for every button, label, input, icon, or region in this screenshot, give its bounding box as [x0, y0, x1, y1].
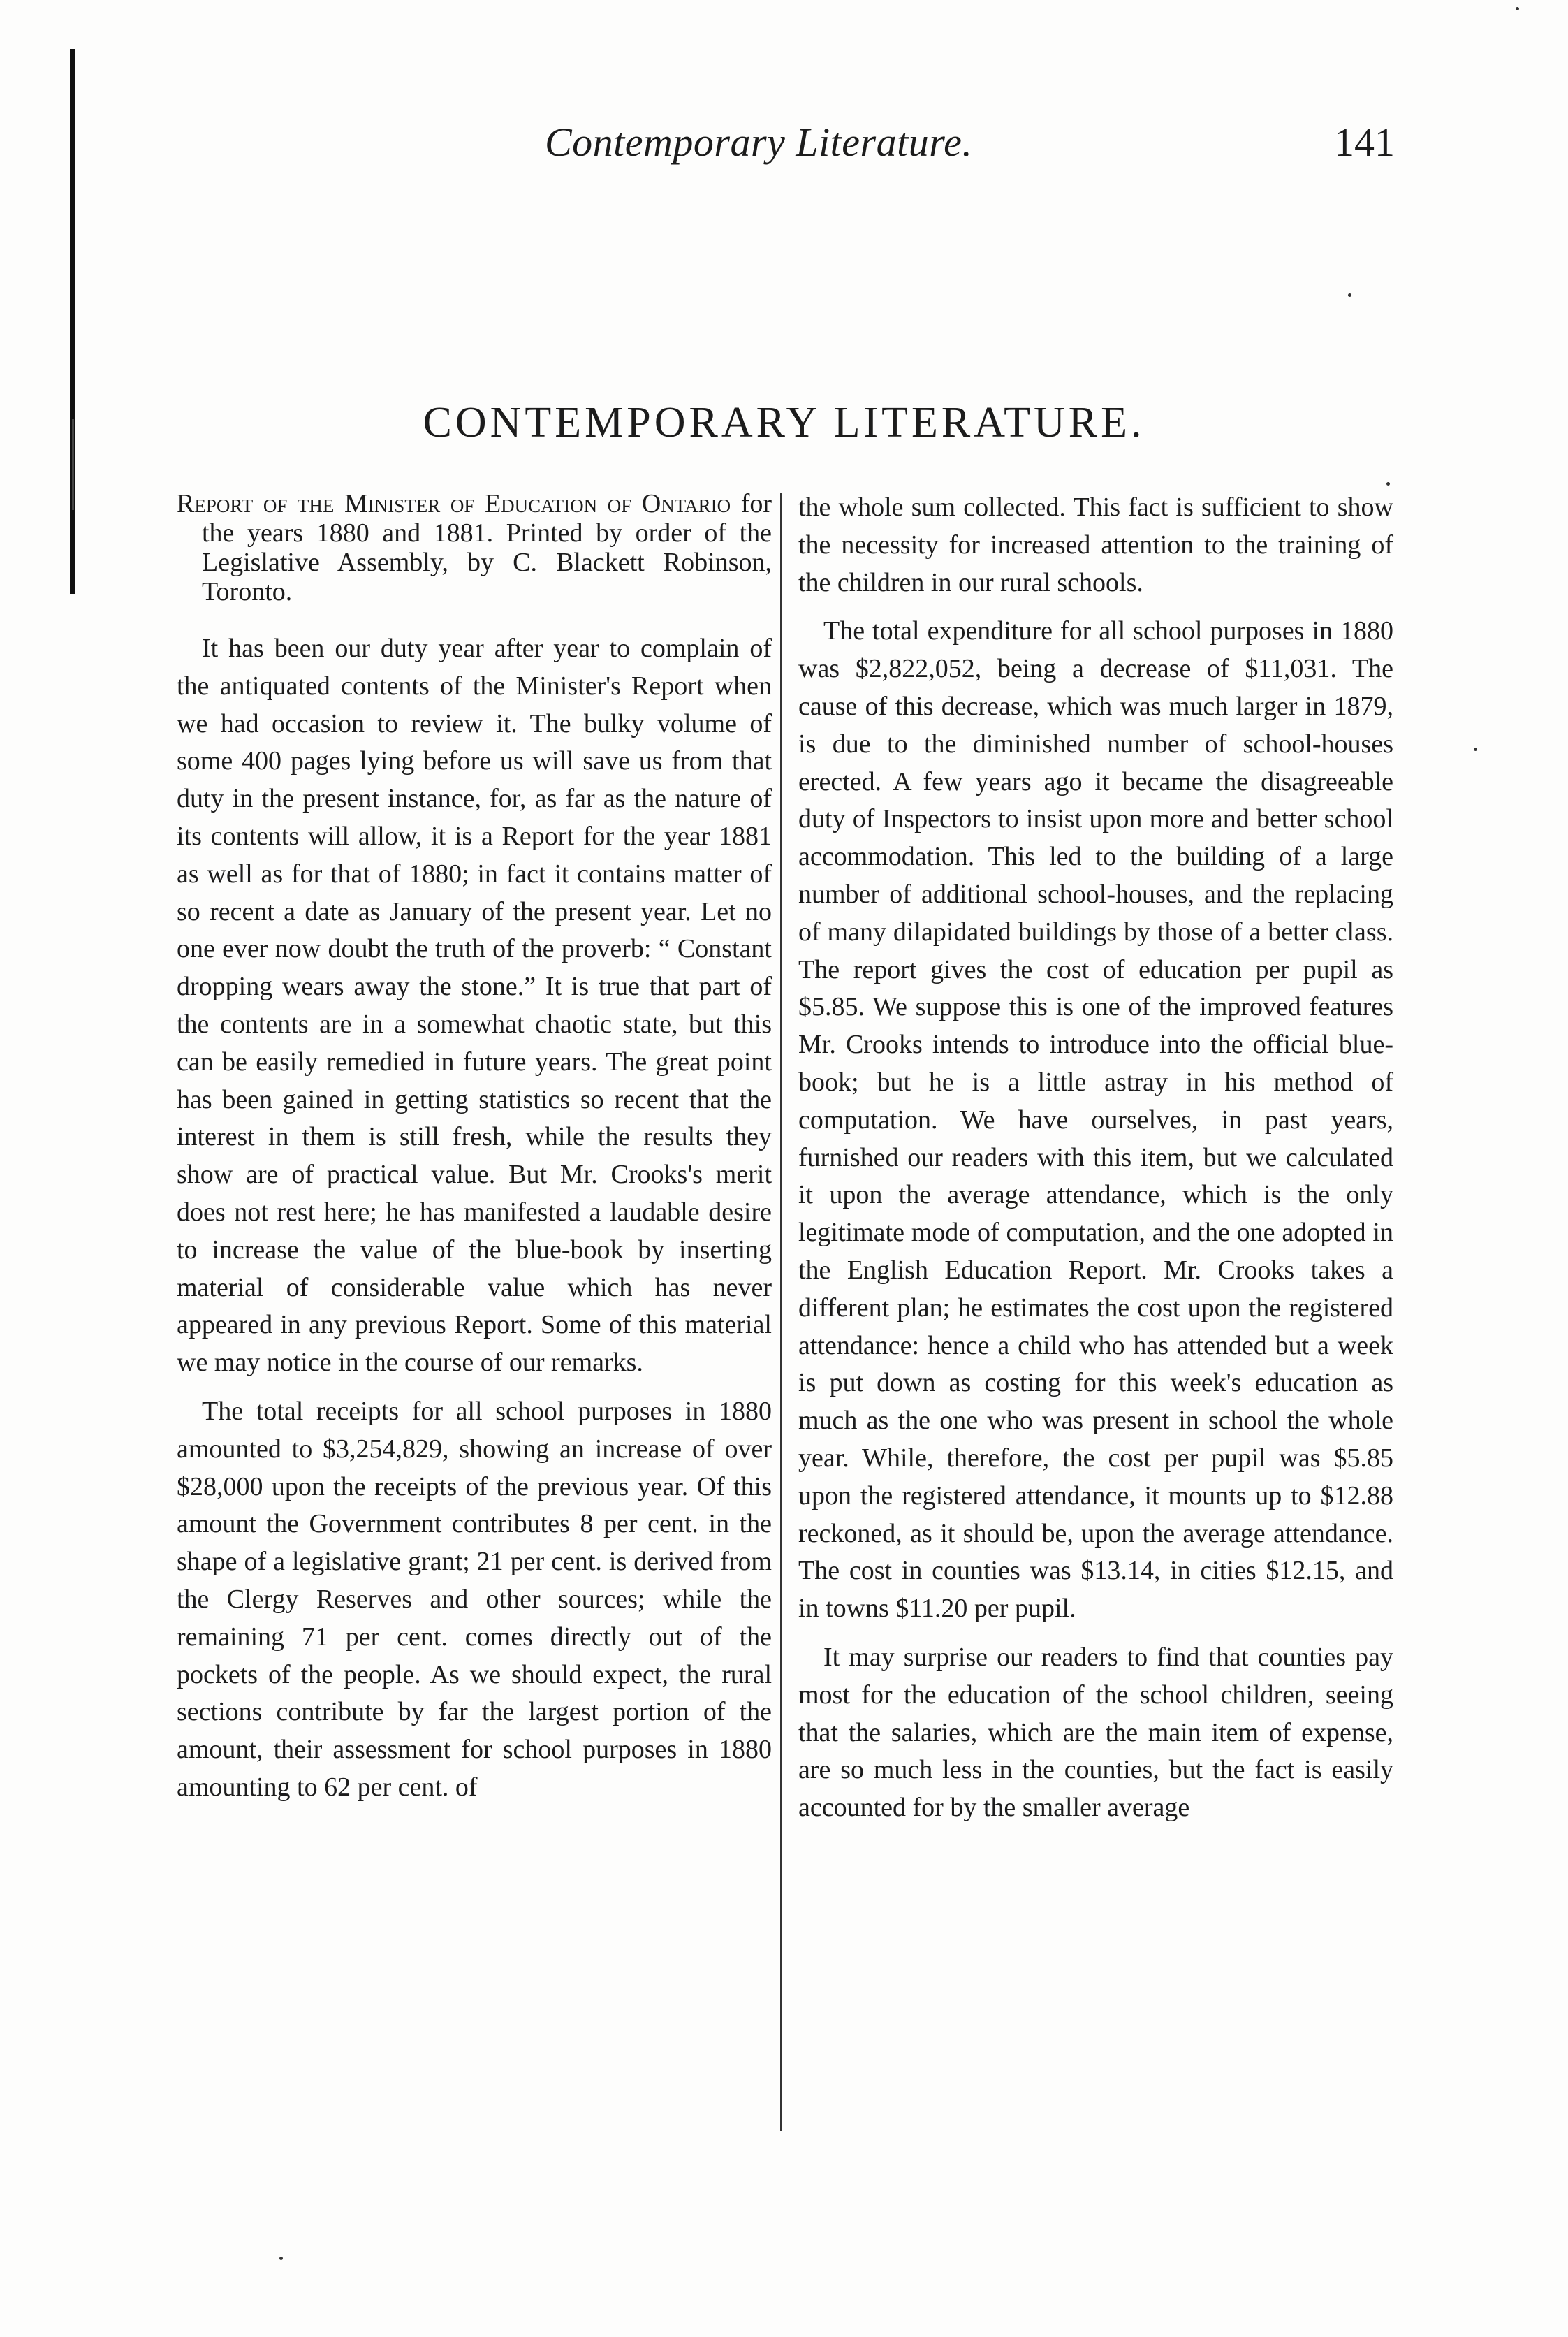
section-title: CONTEMPORARY LITERATURE. — [423, 399, 1145, 446]
page-number: 141 — [1334, 119, 1395, 165]
review-title: Report of the Minister of Education of Ontario — [177, 489, 731, 518]
scan-speck — [1516, 7, 1519, 10]
scan-speck — [1474, 748, 1477, 751]
paragraph: The total receipts for all school purposes in 1880 amounted to $3,254,829, showing an increase of over $28,000 upon the receipts of the previous year. Of this amount the Government contributes 8 per cent. in the shape of a legislative grant; 21 per cent. is derived from the Clergy Reserves and other sources; while the remaining 71 per cent. comes directly out of the pockets of the people. As we should expect, the rural sections contribute by far the largest portion of the amount, their assessment for school purposes in 1880 amounting to 62 per cent. of — [177, 1396, 772, 1802]
left-column — [177, 489, 772, 1807]
paragraph: The total expenditure for all school purposes in 1880 was $2,822,052, being a decrease of $11,031. The cause of this decrease, which was much larger in 1879, is due to the diminished number of school-houses erected. A few years ago it became the disagreeable duty of Inspectors to insist upon more and better school accommodation. This led to the building of a large number of additional school-houses, and the replacing of many dilapidated buildings by those of a better class. The report gives the cost of education per pupil as $5.85. We suppose this is one of the improved features Mr. Crooks intends to introduce into the official blue-book; but he is a little astray in his method of computation. We have ourselves, in past years, furnished our readers with this item, but we calculated it upon the average attendance, which is the only legitimate mode of computation, and the one adopted in the English Education Report. Mr. Crooks takes a different plan; he estimates the cost upon the registered attendance: hence a child who has attended but a week is put down as costing for this week's education as much as the one who was present in school the whole year. While, therefore, the cost per pupil was $5.85 upon the registered attendance, it mounts up to $12.88 reckoned, as it should be, upon the average attendance. The cost in counties was $13.14, in cities $12.15, and in towns $11.20 per pupil. — [798, 616, 1393, 1624]
scan-speck — [1348, 293, 1351, 297]
scan-speck — [279, 2257, 283, 2260]
review-publication-details: for the years 1880 and 1881. Printed by order of the Legislative Assembly, by C. Blackett Robinson, Toronto. — [202, 489, 772, 606]
paragraph: It may surprise our readers to find that counties pay most for the education of the school children, seeing that the salaries, which are the main item of expense, are so much less in the counties, but the fact is easily accounted for by the smaller average — [798, 1642, 1393, 1823]
paragraph: the whole sum collected. This fact is sufficient to show the necessity for increased attention to the training of the children in our rural schools. — [798, 493, 1393, 597]
scan-speck — [1386, 482, 1390, 486]
paragraph: It has been our duty year after year to complain of the antiquated contents of the Minister's Report when we had occasion to review it. The bulky volume of some 400 pages lying before us will save us from that duty in the present instance, for, as far as the nature of its contents will allow, it is a Report for the year 1881 as well as for that of 1880; in fact it contains matter of so recent a date as January of the present year. Let no one ever now doubt the truth of the proverb: “ Constant dropping wears away the stone.” It is true that part of the contents are in a somewhat chaotic state, but this can be easily remedied in future years. The great point has been gained in getting statistics so recent that the interest in them is still fresh, while the results they show are of practical value. But Mr. Crooks's merit does not rest here; he has manifested a laudable desire to increase the value of the blue-book by inserting material of considerable value which has never appeared in any previous Report. Some of this material we may notice in the course of our remarks. — [177, 634, 772, 1378]
scan-margin-edge — [70, 49, 75, 594]
right-column — [798, 489, 1393, 1827]
column-divider — [780, 493, 782, 2131]
review-heading — [177, 489, 772, 606]
running-head: Contemporary Literature. — [545, 119, 973, 165]
